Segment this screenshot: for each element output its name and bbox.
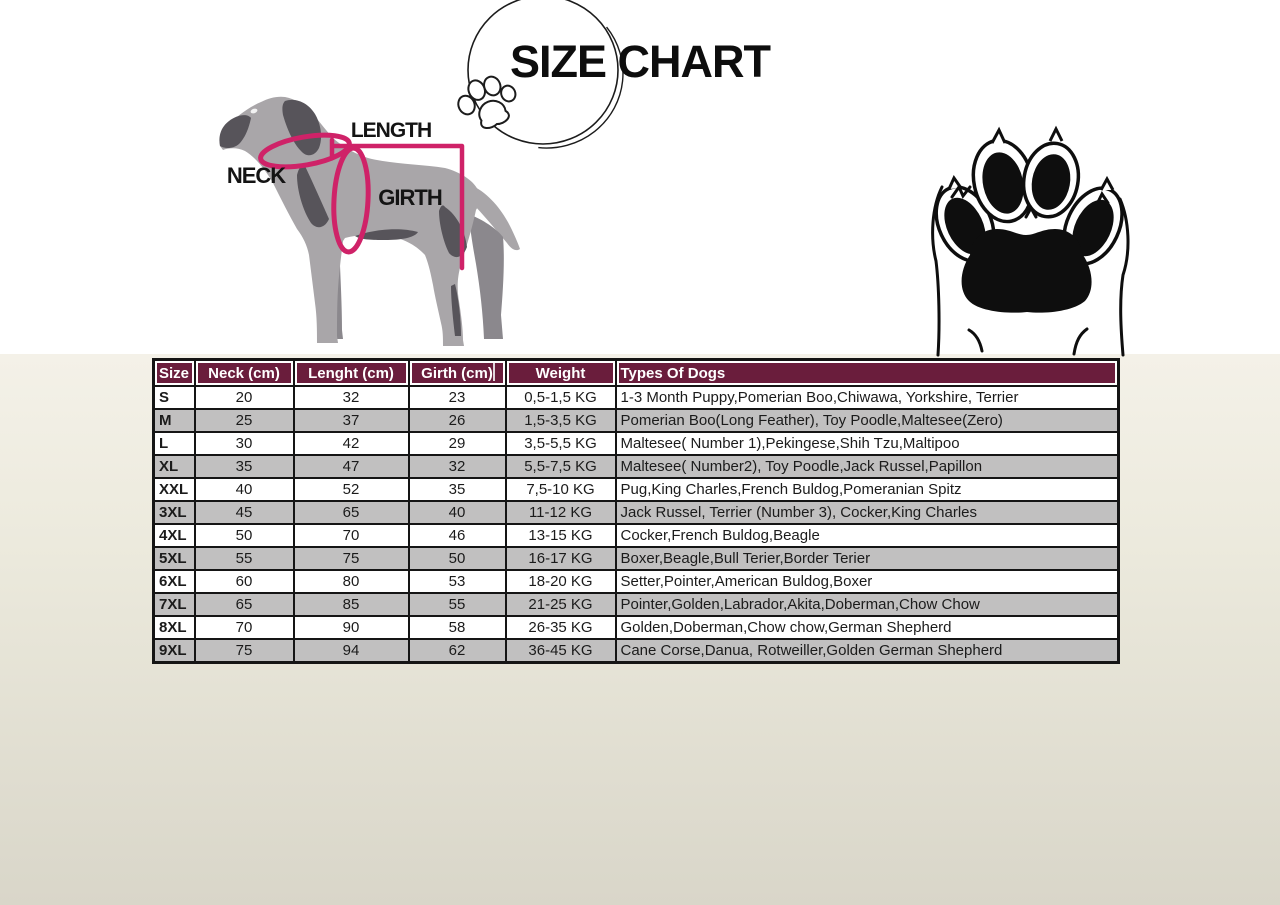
size-table <box>152 358 1120 664</box>
table-row <box>154 616 1119 639</box>
cell-neck: 75 <box>195 639 294 663</box>
cell-weight: 7,5-10 KG <box>506 478 616 501</box>
cell-lenght: 75 <box>294 547 409 570</box>
size-table-header <box>154 360 1119 387</box>
cell-neck: 70 <box>195 616 294 639</box>
size-table-body <box>154 386 1119 663</box>
cell-girth: 40 <box>409 501 506 524</box>
cell-neck: 50 <box>195 524 294 547</box>
col-header-size: Size <box>154 360 195 387</box>
cell-types: Pointer,Golden,Labrador,Akita,Doberman,Chow Chow <box>616 593 1119 616</box>
header-row <box>154 360 1119 387</box>
cell-girth: 62 <box>409 639 506 663</box>
cell-weight: 18-20 KG <box>506 570 616 593</box>
table-row <box>154 524 1119 547</box>
cell-weight: 13-15 KG <box>506 524 616 547</box>
cell-neck: 30 <box>195 432 294 455</box>
cell-neck: 35 <box>195 455 294 478</box>
cell-types: Cocker,French Buldog,Beagle <box>616 524 1119 547</box>
text-cursor-artifact <box>493 363 495 381</box>
cell-neck: 65 <box>195 593 294 616</box>
cell-girth: 55 <box>409 593 506 616</box>
cell-types: Pug,King Charles,French Buldog,Pomeranian Spitz <box>616 478 1119 501</box>
cell-lenght: 90 <box>294 616 409 639</box>
cell-neck: 40 <box>195 478 294 501</box>
cell-types: 1-3 Month Puppy,Pomerian Boo,Chiwawa, Yorkshire, Terrier <box>616 386 1119 409</box>
cell-girth: 53 <box>409 570 506 593</box>
col-header-types: Types Of Dogs <box>616 360 1119 387</box>
cell-girth: 32 <box>409 455 506 478</box>
table-row <box>154 570 1119 593</box>
table-row <box>154 432 1119 455</box>
cell-types: Maltesee( Number2), Toy Poodle,Jack Russel,Papillon <box>616 455 1119 478</box>
cell-size: 9XL <box>154 639 195 663</box>
cell-types: Cane Corse,Danua, Rotweiller,Golden German Shepherd <box>616 639 1119 663</box>
cell-weight: 0,5-1,5 KG <box>506 386 616 409</box>
dog-far-hind-leg <box>469 214 504 339</box>
page-title: SIZE CHART <box>510 36 770 87</box>
cell-weight: 26-35 KG <box>506 616 616 639</box>
col-header-neck: Neck (cm) <box>195 360 294 387</box>
cell-neck: 25 <box>195 409 294 432</box>
cell-lenght: 70 <box>294 524 409 547</box>
cell-neck: 20 <box>195 386 294 409</box>
cell-girth: 23 <box>409 386 506 409</box>
cell-girth: 26 <box>409 409 506 432</box>
table-row <box>154 547 1119 570</box>
cell-size: L <box>154 432 195 455</box>
cell-girth: 46 <box>409 524 506 547</box>
table-row <box>154 455 1119 478</box>
cell-neck: 55 <box>195 547 294 570</box>
cell-weight: 36-45 KG <box>506 639 616 663</box>
cell-girth: 35 <box>409 478 506 501</box>
cell-size: XXL <box>154 478 195 501</box>
cell-size: 3XL <box>154 501 195 524</box>
cell-lenght: 94 <box>294 639 409 663</box>
cell-size: 4XL <box>154 524 195 547</box>
cell-lenght: 65 <box>294 501 409 524</box>
cell-weight: 21-25 KG <box>506 593 616 616</box>
col-header-weight: Weight <box>506 360 616 387</box>
table-row <box>154 478 1119 501</box>
cell-lenght: 42 <box>294 432 409 455</box>
table-row <box>154 409 1119 432</box>
col-header-lenght: Lenght (cm) <box>294 360 409 387</box>
cell-weight: 11-12 KG <box>506 501 616 524</box>
table-row <box>154 639 1119 663</box>
cell-size: 5XL <box>154 547 195 570</box>
col-header-girth: Girth (cm) <box>409 360 506 387</box>
cell-neck: 60 <box>195 570 294 593</box>
cell-size: XL <box>154 455 195 478</box>
cell-lenght: 52 <box>294 478 409 501</box>
paw-main-pad <box>962 229 1092 313</box>
cell-lenght: 47 <box>294 455 409 478</box>
cell-size: 7XL <box>154 593 195 616</box>
cell-lenght: 37 <box>294 409 409 432</box>
dog-measurement-diagram <box>205 88 525 353</box>
cell-size: 6XL <box>154 570 195 593</box>
cell-weight: 5,5-7,5 KG <box>506 455 616 478</box>
cell-weight: 1,5-3,5 KG <box>506 409 616 432</box>
girth-label: GIRTH <box>378 185 442 210</box>
cell-types: Golden,Doberman,Chow chow,German Shepherd <box>616 616 1119 639</box>
table-row <box>154 501 1119 524</box>
cell-types: Setter,Pointer,American Buldog,Boxer <box>616 570 1119 593</box>
length-label: LENGTH <box>350 119 432 142</box>
cell-types: Pomerian Boo(Long Feather), Toy Poodle,Maltesee(Zero) <box>616 409 1119 432</box>
cell-types: Maltesee( Number 1),Pekingese,Shih Tzu,Maltipoo <box>616 432 1119 455</box>
cell-size: S <box>154 386 195 409</box>
cell-types: Boxer,Beagle,Bull Terier,Border Terier <box>616 547 1119 570</box>
cell-types: Jack Russel, Terrier (Number 3), Cocker,King Charles <box>616 501 1119 524</box>
cell-size: 8XL <box>154 616 195 639</box>
cell-neck: 45 <box>195 501 294 524</box>
cell-girth: 50 <box>409 547 506 570</box>
cell-lenght: 85 <box>294 593 409 616</box>
cell-size: M <box>154 409 195 432</box>
big-paw-print-icon <box>922 125 1147 360</box>
neck-label: NECK <box>226 163 286 188</box>
table-row <box>154 386 1119 409</box>
cell-lenght: 80 <box>294 570 409 593</box>
cell-girth: 58 <box>409 616 506 639</box>
table-row <box>154 593 1119 616</box>
cell-weight: 3,5-5,5 KG <box>506 432 616 455</box>
cell-weight: 16-17 KG <box>506 547 616 570</box>
cell-girth: 29 <box>409 432 506 455</box>
cell-lenght: 32 <box>294 386 409 409</box>
